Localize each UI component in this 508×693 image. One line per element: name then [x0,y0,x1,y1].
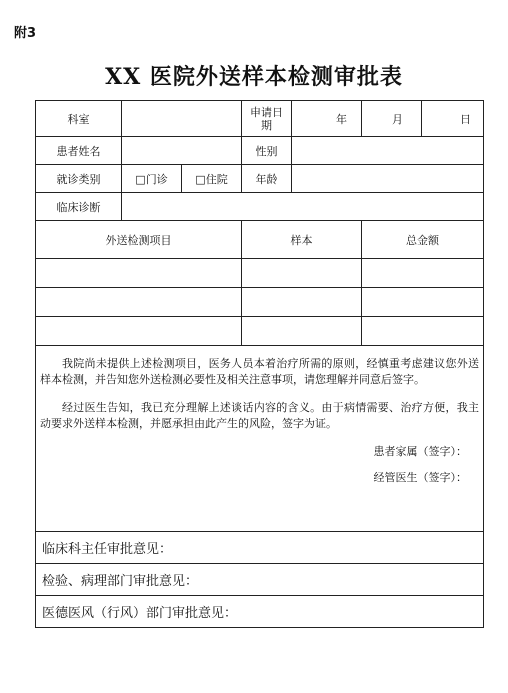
gender-label: 性别 [242,137,292,165]
row-diagnosis [36,193,484,221]
item-name-cell[interactable] [36,259,242,288]
row-notice [36,346,484,532]
col-amount-header: 总金额 [362,221,484,259]
apply-date-label: 申请日期 [242,101,292,137]
item-amount-cell[interactable] [362,317,484,346]
consent-notice [36,346,484,532]
visit-type-label: 就诊类别 [36,165,122,193]
day-field[interactable] [422,101,484,137]
item-row [36,288,484,317]
month-label: 月 [392,112,403,126]
outpatient-checkbox[interactable]: □门诊 [122,165,182,193]
clinical-head-opinion[interactable]: 临床科主任审批意见： [36,532,484,564]
row-patient [36,137,484,165]
notice-paragraph-1: 我院尚未提供上述检测项目，医务人员本着治疗所需的原则，经慎重考虑建议您外送样本检测，并告知您外送检测必要性及相关注意事项，请您理解并同意后签字。 [40,357,479,386]
appendix-label: 附3 [14,26,37,41]
row-clinical-opinion [36,532,484,564]
item-sample-cell[interactable] [242,317,362,346]
year-label: 年 [336,112,347,126]
day-label: 日 [460,112,471,126]
item-name-cell[interactable] [36,288,242,317]
lab-pathology-opinion[interactable]: 检验、病理部门审批意见： [36,564,484,596]
diagnosis-label: 临床诊断 [36,193,122,221]
patient-name-label: 患者姓名 [36,137,122,165]
age-field[interactable] [292,165,484,193]
doctor-signature-label: 经管医生（签字）： [373,471,467,484]
item-row [36,317,484,346]
approval-form-table [35,100,484,628]
month-field[interactable] [362,101,422,137]
row-department [36,101,484,137]
department-label: 科室 [36,101,122,137]
patient-name-field[interactable] [122,137,242,165]
diagnosis-field[interactable] [122,193,484,221]
form-title: XX 医院外送样本检测审批表 [105,64,403,90]
gender-field[interactable] [292,137,484,165]
family-signature-label: 患者家属（签字）： [373,445,467,458]
year-field[interactable] [292,101,362,137]
item-amount-cell[interactable] [362,288,484,317]
item-row [36,259,484,288]
item-sample-cell[interactable] [242,288,362,317]
row-visit-type [36,165,484,193]
inpatient-checkbox[interactable]: □住院 [182,165,242,193]
col-items-header: 外送检测项目 [36,221,242,259]
ethics-opinion[interactable]: 医德医风（行风）部门审批意见： [36,596,484,628]
col-sample-header: 样本 [242,221,362,259]
notice-paragraph-2: 经过医生告知，我已充分理解上述谈话内容的含义。由于病情需要、治疗方便，我主动要求外送样本检测，并愿承担由此产生的风险，签字为证。 [40,401,479,430]
row-lab-opinion [36,564,484,596]
item-amount-cell[interactable] [362,259,484,288]
age-label: 年龄 [242,165,292,193]
item-name-cell[interactable] [36,317,242,346]
department-field[interactable] [122,101,242,137]
row-item-headers [36,221,484,259]
row-ethics-opinion [36,596,484,628]
item-sample-cell[interactable] [242,259,362,288]
